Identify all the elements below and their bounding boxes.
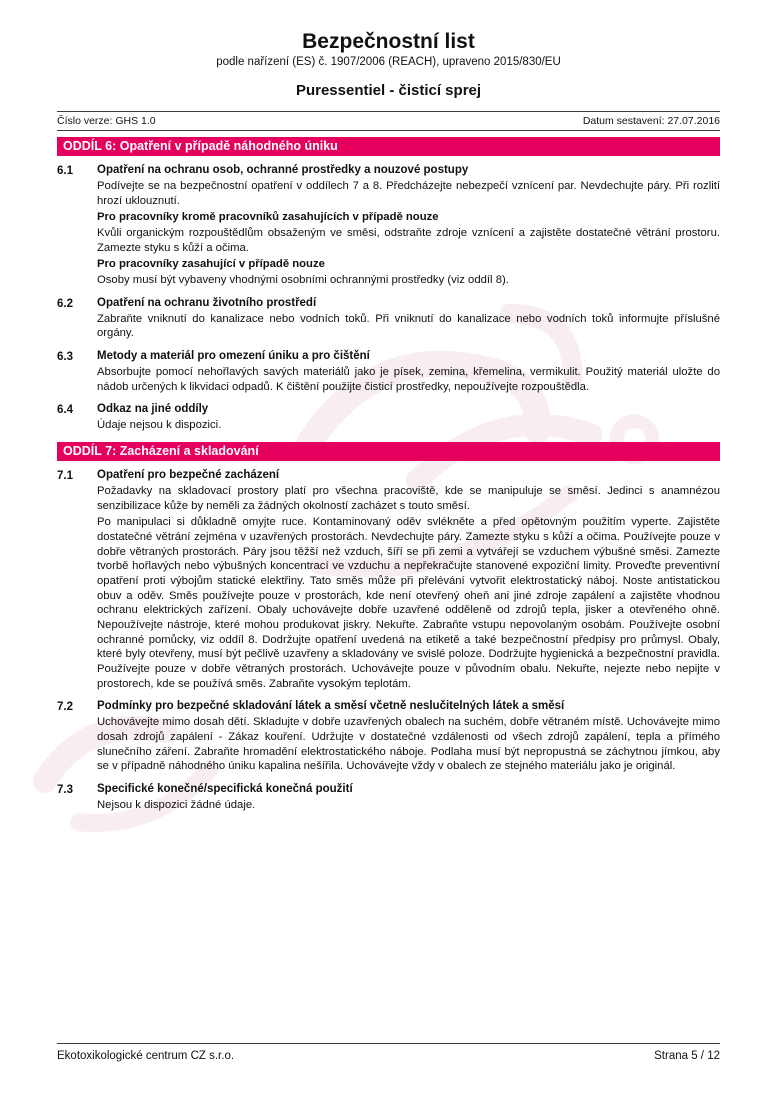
subsection-6-3 (57, 350, 720, 396)
paragraph: Osoby musí být vybaveny vhodnými osobními ochrannými prostředky (viz oddíl 8). (97, 274, 509, 287)
subsection-number: 7.3 (57, 784, 73, 797)
section-7-header: ODDÍL 7: Zacházení a skladování (57, 442, 720, 461)
subsection-7-3 (57, 783, 720, 815)
meta-row (57, 111, 720, 131)
paragraph: Uchovávejte mimo dosah dětí. Skladujte v dobře uzavřených obalech na suchém, dobře větraném místě. Uchovávejte mimo dosah zdrojů zapálení - Zákaz kouření. Udržujte v dostatečné vzdálenosti od všech zdrojů zapálení, tepla a přímého slunečního záření. Zabraňte hromadění elektrostatického náboje. Podlaha musí být nepropustná se záchytnou jímkou, aby se v případně náhodného úniku kapalina nešířila. Uchovávejte vždy v obalech ze stejného materiálu jako je originál. (97, 716, 720, 773)
subsection-6-2 (57, 297, 720, 343)
subsection-heading: Metody a materiál pro omezení úniku a pro čištění (97, 350, 370, 363)
document-subtitle: podle nařízení (ES) č. 1907/2006 (REACH), upraveno 2015/830/EU (216, 56, 561, 68)
sub-heading: Pro pracovníky zasahující v případě nouze (97, 258, 325, 271)
paragraph: Absorbujte pomocí nehořlavých savých materiálů jako je písek, zemina, křemelina, vermikulit. Použitý materiál uložte do nádob určených k likvidaci odpadů. K čištění použijte čisticí prostředky, nepoužívejte rozpouštědla. (97, 366, 720, 393)
subsection-number: 6.3 (57, 351, 73, 364)
date-label: Datum sestavení: 27.07.2016 (582, 115, 720, 127)
sub-heading: Pro pracovníky kromě pracovníků zasahujících v případě nouze (97, 211, 439, 224)
footer-page-number: Strana 5 / 12 (654, 1050, 720, 1062)
subsection-heading: Specifické konečné/specifická konečná použití (97, 783, 353, 796)
subsection-heading: Odkaz na jiné oddíly (97, 403, 209, 416)
paragraph: Po manipulaci si důkladně omyjte ruce. Kontaminovaný oděv svlékněte a před opětovným použitím vyperte. Zajistěte dostatečné větrání zejména v uzavřených prostorách. Nevdechujte páry. Zamezte styku s kůží a očima. Používejte pouze v dobře větraných prostorách. Páry jsou těžší než vzduch, šíří se při zemi a vytvářejí se vzduchem výbušné směsi. Zamezte tvorbě hořlavých nebo výbušných koncentrací ve vzduchu a nepřekračujte stanovené expoziční limity. Proveďte preventivní opatření proti výbojům statické elektřiny. Tato směs může při přelévání vytvořit elektrostatický náboj. Noste antistatickou obuv a oděv. Směs používejte pouze v prostorách, kde není otevřený oheň ani jiné zdroje zapálení a zajistěte vhodnou ochranu elektrických zařízení. Obaly uchovávejte dobře uzavřené odděleně od zdrojů tepla, jisker a otevřeného ohně. Nepoužívejte nástroje, které mohou produkovat jiskry. Nekuřte. Zabraňte vstupu nepovolaným osobám. Používejte osobní ochranné pomůcky, viz oddíl 8. Dodržujte opatření uvedená na etiketě a také bezpečnostní předpisy pro průmysl. Obaly, které byly otevřeny, musí být pečlivě uzavřeny a skladovány ve svislé poloze. Dodržujte hygienická a bezpečnostní pravidla. Používejte pouze v dobře větraných prostorách. Uchovávejte pouze v původním obalu. Nekuřte, nejezte nebo nepijte v prostorech, kde se používá směs. Zabraňte vysokým teplotám. (97, 516, 720, 690)
subsection-number: 7.2 (57, 701, 73, 714)
paragraph: Požadavky na skladovací prostory platí pro všechna pracoviště, kde se manipuluje se směsí. Jedinci s anamnézou senzibilizace kůže by neměli za žádných okolností zacházet s touto směsí. (97, 485, 720, 512)
subsection-number: 7.1 (57, 470, 73, 483)
subsection-heading: Opatření pro bezpečné zacházení (97, 469, 280, 482)
footer-company: Ekotoxikologické centrum CZ s.r.o. (57, 1050, 235, 1062)
paragraph: Nejsou k dispozici žádné údaje. (97, 799, 256, 812)
section-6-header: ODDÍL 6: Opatření v případě náhodného úniku (57, 137, 720, 156)
paragraph: Kvůli organickým rozpouštědlům obsaženým ve směsi, odstraňte zdroje vznícení a zajistěte dostatečné větrání prostoru. Zamezte styku s kůží a očima. (97, 227, 720, 254)
subsection-heading: Podmínky pro bezpečné skladování látek a směsí včetně neslučitelných látek a směsí (97, 700, 565, 713)
subsection-7-1 (57, 469, 720, 693)
subsection-heading: Opatření na ochranu životního prostředí (97, 296, 317, 309)
subsection-number: 6.2 (57, 297, 73, 310)
paragraph: Podívejte se na bezpečnostní opatření v oddílech 7 a 8. Předcházejte nebezpečí vznícení par. Nevdechujte páry. Při rozlití hrozí uklouznutí. (97, 180, 720, 207)
page-footer (57, 1043, 720, 1062)
subsection-number: 6.1 (57, 165, 73, 177)
version-label: Číslo verze: GHS 1.0 (57, 115, 156, 127)
subsection-6-4 (57, 403, 720, 435)
subsection-7-2 (57, 700, 720, 776)
subsection-number: 6.4 (57, 404, 73, 417)
product-name: Puressentiel - čisticí sprej (295, 82, 482, 99)
subsection-heading: Opatření na ochranu osob, ochranné prostředky a nouzové postupy (97, 164, 469, 176)
paragraph: Zabraňte vniknutí do kanalizace nebo vodních toků. Při vniknutí do kanalizace nebo vodních toků informujte příslušné orgány. (97, 312, 720, 340)
subsection-6-1 (57, 164, 720, 290)
paragraph: Údaje nejsou k dispozici. (97, 419, 222, 432)
document-title: Bezpečnostní list (302, 30, 475, 53)
